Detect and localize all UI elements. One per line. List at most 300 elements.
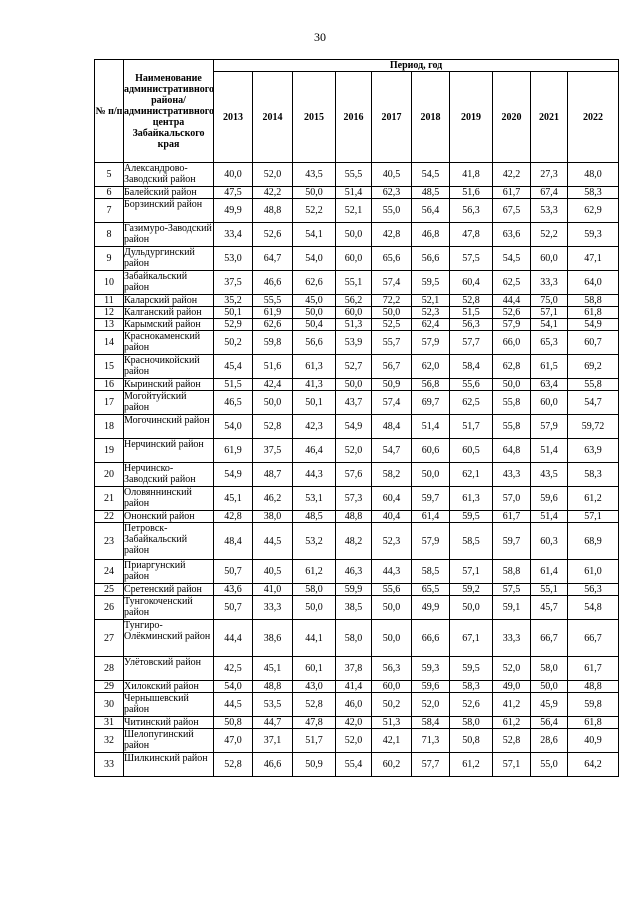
row-number: 28 <box>95 657 124 681</box>
value-cell: 42,5 <box>214 657 253 681</box>
row-number: 14 <box>95 331 124 355</box>
value-cell: 52,0 <box>336 439 372 463</box>
header-year: 2017 <box>372 72 412 163</box>
row-number: 32 <box>95 729 124 753</box>
value-cell: 60,7 <box>568 331 619 355</box>
value-cell: 45,1 <box>214 487 253 511</box>
table-row <box>95 379 619 391</box>
value-cell: 50,0 <box>372 307 412 319</box>
table-row <box>95 319 619 331</box>
row-number: 16 <box>95 379 124 391</box>
value-cell: 63,4 <box>531 379 568 391</box>
district-name: Забайкальский район <box>124 271 214 295</box>
value-cell: 50,9 <box>293 753 336 777</box>
header-year: 2021 <box>531 72 568 163</box>
value-cell: 57,9 <box>493 319 531 331</box>
value-cell: 57,4 <box>372 391 412 415</box>
value-cell: 51,4 <box>412 415 450 439</box>
value-cell: 60,4 <box>372 487 412 511</box>
value-cell: 54,5 <box>412 163 450 187</box>
district-name: Оловяннинский район <box>124 487 214 511</box>
header-year: 2019 <box>450 72 493 163</box>
header-period: Период, год <box>214 60 619 72</box>
value-cell: 50,8 <box>450 729 493 753</box>
value-cell: 57,5 <box>450 247 493 271</box>
row-number: 19 <box>95 439 124 463</box>
value-cell: 50,0 <box>450 596 493 620</box>
value-cell: 54,0 <box>214 681 253 693</box>
value-cell: 60,0 <box>372 681 412 693</box>
value-cell: 50,9 <box>372 379 412 391</box>
value-cell: 62,4 <box>412 319 450 331</box>
value-cell: 54,0 <box>214 415 253 439</box>
table-row <box>95 295 619 307</box>
value-cell: 53,1 <box>293 487 336 511</box>
value-cell: 56,3 <box>450 199 493 223</box>
table-row <box>95 415 619 439</box>
value-cell: 37,1 <box>253 729 293 753</box>
table-row <box>95 681 619 693</box>
value-cell: 42,1 <box>372 729 412 753</box>
value-cell: 44,1 <box>293 620 336 657</box>
header-district-name: Наименование административного района/ административного центра Забайкальского края <box>124 60 214 163</box>
value-cell: 42,2 <box>253 187 293 199</box>
value-cell: 50,0 <box>336 379 372 391</box>
table-row <box>95 355 619 379</box>
value-cell: 53,2 <box>293 523 336 560</box>
value-cell: 50,4 <box>293 319 336 331</box>
table-row <box>95 187 619 199</box>
value-cell: 51,5 <box>450 307 493 319</box>
value-cell: 52,8 <box>493 729 531 753</box>
table-row <box>95 163 619 187</box>
value-cell: 56,3 <box>450 319 493 331</box>
value-cell: 51,7 <box>450 415 493 439</box>
row-number: 11 <box>95 295 124 307</box>
value-cell: 38,6 <box>253 620 293 657</box>
header-year: 2014 <box>253 72 293 163</box>
value-cell: 53,3 <box>531 199 568 223</box>
value-cell: 48,7 <box>253 463 293 487</box>
value-cell: 33,3 <box>493 620 531 657</box>
table-row <box>95 199 619 223</box>
value-cell: 38,5 <box>336 596 372 620</box>
value-cell: 59,9 <box>336 584 372 596</box>
value-cell: 62,5 <box>450 391 493 415</box>
value-cell: 64,8 <box>493 439 531 463</box>
table-row <box>95 693 619 717</box>
value-cell: 47,1 <box>568 247 619 271</box>
value-cell: 48,8 <box>253 199 293 223</box>
row-number: 22 <box>95 511 124 523</box>
value-cell: 46,0 <box>336 693 372 717</box>
district-name: Могочинский район <box>124 415 214 439</box>
value-cell: 60,1 <box>293 657 336 681</box>
value-cell: 59,3 <box>568 223 619 247</box>
value-cell: 60,0 <box>531 391 568 415</box>
value-cell: 52,1 <box>336 199 372 223</box>
value-cell: 58,3 <box>568 463 619 487</box>
row-number: 9 <box>95 247 124 271</box>
value-cell: 61,8 <box>568 307 619 319</box>
header-year: 2022 <box>568 72 619 163</box>
value-cell: 43,5 <box>293 163 336 187</box>
value-cell: 51,4 <box>531 511 568 523</box>
value-cell: 64,7 <box>253 247 293 271</box>
value-cell: 46,8 <box>412 223 450 247</box>
value-cell: 40,9 <box>568 729 619 753</box>
row-number: 29 <box>95 681 124 693</box>
value-cell: 51,4 <box>336 187 372 199</box>
value-cell: 75,0 <box>531 295 568 307</box>
header-year: 2020 <box>493 72 531 163</box>
district-name: Шилкинский район <box>124 753 214 777</box>
value-cell: 45,1 <box>253 657 293 681</box>
value-cell: 58,8 <box>568 295 619 307</box>
value-cell: 58,3 <box>450 681 493 693</box>
value-cell: 58,4 <box>450 355 493 379</box>
value-cell: 54,8 <box>568 596 619 620</box>
district-name: Краснокаменский район <box>124 331 214 355</box>
value-cell: 60,0 <box>336 247 372 271</box>
value-cell: 33,3 <box>253 596 293 620</box>
value-cell: 46,3 <box>336 560 372 584</box>
value-cell: 61,4 <box>531 560 568 584</box>
value-cell: 57,4 <box>372 271 412 295</box>
value-cell: 52,8 <box>214 753 253 777</box>
value-cell: 51,3 <box>336 319 372 331</box>
value-cell: 57,1 <box>531 307 568 319</box>
header-year: 2016 <box>336 72 372 163</box>
value-cell: 62,9 <box>568 199 619 223</box>
value-cell: 63,6 <box>493 223 531 247</box>
value-cell: 54,1 <box>293 223 336 247</box>
row-number: 6 <box>95 187 124 199</box>
value-cell: 48,8 <box>253 681 293 693</box>
table-row <box>95 463 619 487</box>
value-cell: 61,4 <box>412 511 450 523</box>
value-cell: 48,4 <box>214 523 253 560</box>
header-number: № п/п <box>95 60 124 163</box>
value-cell: 53,9 <box>336 331 372 355</box>
table-row <box>95 596 619 620</box>
table-row <box>95 717 619 729</box>
value-cell: 60,0 <box>531 247 568 271</box>
value-cell: 40,5 <box>253 560 293 584</box>
value-cell: 66,6 <box>412 620 450 657</box>
district-name: Хилокский район <box>124 681 214 693</box>
row-number: 20 <box>95 463 124 487</box>
row-number: 10 <box>95 271 124 295</box>
value-cell: 65,5 <box>412 584 450 596</box>
value-cell: 43,6 <box>214 584 253 596</box>
value-cell: 60,2 <box>372 753 412 777</box>
value-cell: 41,2 <box>493 693 531 717</box>
row-number: 27 <box>95 620 124 657</box>
value-cell: 50,8 <box>214 717 253 729</box>
row-number: 8 <box>95 223 124 247</box>
value-cell: 64,0 <box>568 271 619 295</box>
value-cell: 40,0 <box>214 163 253 187</box>
value-cell: 54,5 <box>493 247 531 271</box>
value-cell: 42,8 <box>214 511 253 523</box>
value-cell: 61,7 <box>493 511 531 523</box>
value-cell: 51,3 <box>372 717 412 729</box>
table-row <box>95 511 619 523</box>
row-number: 5 <box>95 163 124 187</box>
district-name: Балейский район <box>124 187 214 199</box>
value-cell: 43,0 <box>293 681 336 693</box>
value-cell: 55,4 <box>336 753 372 777</box>
value-cell: 69,7 <box>412 391 450 415</box>
value-cell: 61,5 <box>531 355 568 379</box>
district-name: Кыринский район <box>124 379 214 391</box>
value-cell: 57,1 <box>568 511 619 523</box>
district-table <box>94 59 619 777</box>
value-cell: 41,4 <box>336 681 372 693</box>
table-row <box>95 753 619 777</box>
row-number: 31 <box>95 717 124 729</box>
value-cell: 46,4 <box>293 439 336 463</box>
table-row <box>95 657 619 681</box>
value-cell: 51,4 <box>531 439 568 463</box>
value-cell: 49,9 <box>412 596 450 620</box>
district-name: Александрово-Заводский район <box>124 163 214 187</box>
district-name: Каларский район <box>124 295 214 307</box>
value-cell: 52,5 <box>372 319 412 331</box>
value-cell: 49,9 <box>214 199 253 223</box>
value-cell: 58,5 <box>412 560 450 584</box>
value-cell: 48,8 <box>336 511 372 523</box>
value-cell: 58,0 <box>531 657 568 681</box>
value-cell: 62,6 <box>293 271 336 295</box>
value-cell: 50,1 <box>293 391 336 415</box>
row-number: 26 <box>95 596 124 620</box>
district-name: Красночикойский район <box>124 355 214 379</box>
value-cell: 69,2 <box>568 355 619 379</box>
value-cell: 54,9 <box>336 415 372 439</box>
value-cell: 57,9 <box>412 523 450 560</box>
value-cell: 59,6 <box>412 681 450 693</box>
value-cell: 53,0 <box>214 247 253 271</box>
value-cell: 58,0 <box>336 620 372 657</box>
value-cell: 47,5 <box>214 187 253 199</box>
value-cell: 55,1 <box>336 271 372 295</box>
district-name: Нерчинско-Заводский район <box>124 463 214 487</box>
value-cell: 57,9 <box>531 415 568 439</box>
row-number: 7 <box>95 199 124 223</box>
table-row <box>95 560 619 584</box>
value-cell: 59,3 <box>412 657 450 681</box>
value-cell: 50,0 <box>372 596 412 620</box>
value-cell: 52,0 <box>412 693 450 717</box>
value-cell: 57,1 <box>493 753 531 777</box>
row-number: 17 <box>95 391 124 415</box>
value-cell: 56,2 <box>336 295 372 307</box>
district-name: Читинский район <box>124 717 214 729</box>
header-year: 2013 <box>214 72 253 163</box>
value-cell: 61,0 <box>568 560 619 584</box>
value-cell: 55,6 <box>372 584 412 596</box>
value-cell: 50,0 <box>253 391 293 415</box>
value-cell: 55,5 <box>253 295 293 307</box>
value-cell: 42,0 <box>336 717 372 729</box>
value-cell: 61,9 <box>214 439 253 463</box>
district-name: Чернышевский район <box>124 693 214 717</box>
value-cell: 58,2 <box>372 463 412 487</box>
value-cell: 52,9 <box>214 319 253 331</box>
district-name: Улётовский район <box>124 657 214 681</box>
value-cell: 52,8 <box>253 415 293 439</box>
value-cell: 55,6 <box>450 379 493 391</box>
value-cell: 64,2 <box>568 753 619 777</box>
district-name: Карымский район <box>124 319 214 331</box>
row-number: 15 <box>95 355 124 379</box>
value-cell: 44,5 <box>253 523 293 560</box>
table-row <box>95 331 619 355</box>
value-cell: 46,5 <box>214 391 253 415</box>
district-name: Борзинский район <box>124 199 214 223</box>
value-cell: 45,0 <box>293 295 336 307</box>
value-cell: 41,8 <box>450 163 493 187</box>
value-cell: 44,4 <box>214 620 253 657</box>
row-number: 18 <box>95 415 124 439</box>
value-cell: 52,0 <box>253 163 293 187</box>
value-cell: 52,3 <box>372 523 412 560</box>
row-number: 21 <box>95 487 124 511</box>
value-cell: 52,0 <box>493 657 531 681</box>
value-cell: 54,9 <box>568 319 619 331</box>
value-cell: 55,0 <box>531 753 568 777</box>
value-cell: 62,0 <box>412 355 450 379</box>
district-name: Калганский район <box>124 307 214 319</box>
value-cell: 50,1 <box>214 307 253 319</box>
value-cell: 44,4 <box>493 295 531 307</box>
value-cell: 59,5 <box>412 271 450 295</box>
value-cell: 50,0 <box>293 596 336 620</box>
value-cell: 57,6 <box>336 463 372 487</box>
value-cell: 42,2 <box>493 163 531 187</box>
value-cell: 65,3 <box>531 331 568 355</box>
value-cell: 47,8 <box>293 717 336 729</box>
value-cell: 51,6 <box>253 355 293 379</box>
value-cell: 59,72 <box>568 415 619 439</box>
value-cell: 59,6 <box>531 487 568 511</box>
district-name: Дульдургинский район <box>124 247 214 271</box>
value-cell: 40,5 <box>372 163 412 187</box>
value-cell: 59,5 <box>450 657 493 681</box>
value-cell: 56,4 <box>531 717 568 729</box>
district-name: Газимуро-Заводский район <box>124 223 212 245</box>
value-cell: 50,0 <box>372 620 412 657</box>
row-number: 12 <box>95 307 124 319</box>
value-cell: 42,3 <box>293 415 336 439</box>
value-cell: 59,7 <box>412 487 450 511</box>
district-name: Сретенский район <box>124 584 214 596</box>
value-cell: 45,4 <box>214 355 253 379</box>
value-cell: 63,9 <box>568 439 619 463</box>
district-name: Петровск-Забайкальский район <box>124 523 214 560</box>
value-cell: 57,7 <box>450 331 493 355</box>
table-row <box>95 729 619 753</box>
value-cell: 67,1 <box>450 620 493 657</box>
value-cell: 61,2 <box>568 487 619 511</box>
table-row <box>95 584 619 596</box>
value-cell: 54,1 <box>531 319 568 331</box>
value-cell: 66,0 <box>493 331 531 355</box>
value-cell: 52,6 <box>253 223 293 247</box>
value-cell: 37,5 <box>214 271 253 295</box>
district-name: Тунгиро-Олёкминский район <box>124 620 214 657</box>
value-cell: 58,8 <box>493 560 531 584</box>
value-cell: 38,0 <box>253 511 293 523</box>
value-cell: 55,8 <box>568 379 619 391</box>
table-row <box>95 223 619 247</box>
value-cell: 59,8 <box>253 331 293 355</box>
value-cell: 48,8 <box>568 681 619 693</box>
value-cell: 43,7 <box>336 391 372 415</box>
value-cell: 46,6 <box>253 271 293 295</box>
row-number: 33 <box>95 753 124 777</box>
value-cell: 37,5 <box>253 439 293 463</box>
value-cell: 50,2 <box>214 331 253 355</box>
value-cell: 52,7 <box>336 355 372 379</box>
table-row <box>95 271 619 295</box>
value-cell: 44,3 <box>293 463 336 487</box>
value-cell: 67,5 <box>493 199 531 223</box>
value-cell: 37,8 <box>336 657 372 681</box>
value-cell: 57,3 <box>336 487 372 511</box>
value-cell: 48,4 <box>372 415 412 439</box>
district-name: Ононский район <box>124 511 214 523</box>
value-cell: 61,2 <box>293 560 336 584</box>
value-cell: 50,0 <box>412 463 450 487</box>
value-cell: 47,8 <box>450 223 493 247</box>
value-cell: 60,6 <box>412 439 450 463</box>
value-cell: 35,2 <box>214 295 253 307</box>
value-cell: 56,3 <box>568 584 619 596</box>
value-cell: 42,8 <box>372 223 412 247</box>
value-cell: 56,3 <box>372 657 412 681</box>
value-cell: 55,1 <box>531 584 568 596</box>
value-cell: 51,5 <box>214 379 253 391</box>
table-row <box>95 523 619 560</box>
value-cell: 59,5 <box>450 511 493 523</box>
value-cell: 52,6 <box>493 307 531 319</box>
value-cell: 67,4 <box>531 187 568 199</box>
value-cell: 48,0 <box>568 163 619 187</box>
value-cell: 62,3 <box>372 187 412 199</box>
value-cell: 33,4 <box>214 223 253 247</box>
table-row <box>95 391 619 415</box>
value-cell: 52,2 <box>293 199 336 223</box>
value-cell: 43,5 <box>531 463 568 487</box>
value-cell: 40,4 <box>372 511 412 523</box>
value-cell: 60,5 <box>450 439 493 463</box>
row-number: 25 <box>95 584 124 596</box>
value-cell: 61,9 <box>253 307 293 319</box>
value-cell: 59,1 <box>493 596 531 620</box>
value-cell: 33,3 <box>531 271 568 295</box>
value-cell: 58,0 <box>450 717 493 729</box>
header-year: 2018 <box>412 72 450 163</box>
row-number: 24 <box>95 560 124 584</box>
value-cell: 58,4 <box>412 717 450 729</box>
value-cell: 55,0 <box>372 199 412 223</box>
value-cell: 56,4 <box>412 199 450 223</box>
value-cell: 50,0 <box>293 187 336 199</box>
value-cell: 52,8 <box>450 295 493 307</box>
